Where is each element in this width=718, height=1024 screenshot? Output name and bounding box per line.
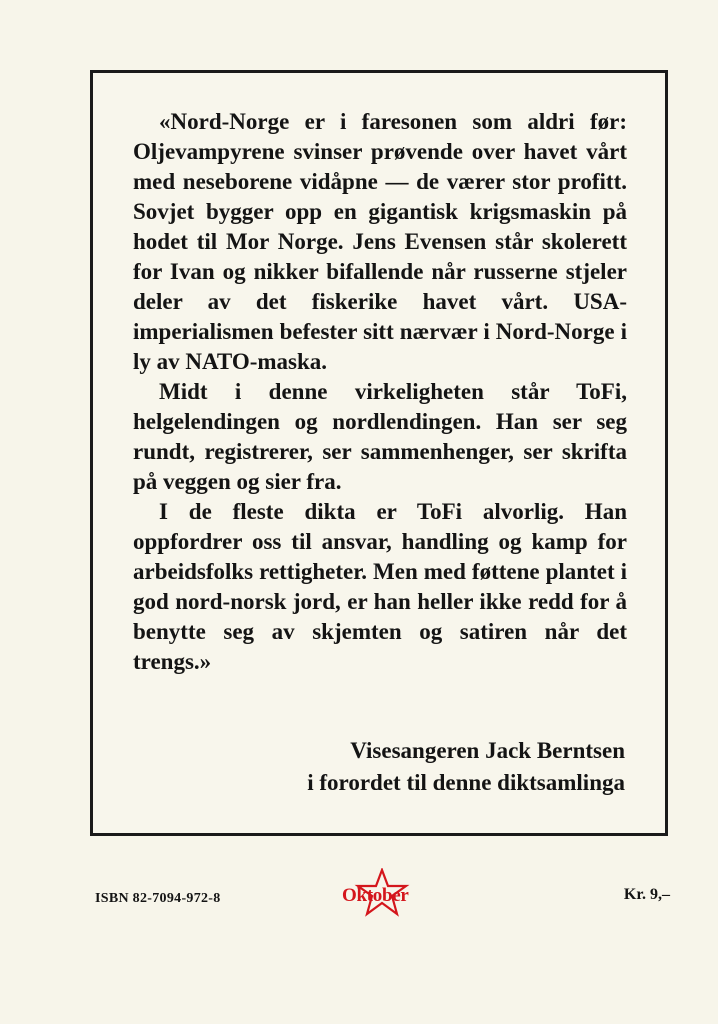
- signature-line-1: Visesangeren Jack Berntsen: [350, 738, 625, 763]
- quote-paragraph-3: I de fleste dikta er ToFi alvorlig. Han oppfordrer oss til ansvar, handling og kamp for arbeidsfolks rettigheter. Men med føttene plantet i god nord-norsk jord, er han heller ikke redd for å benytte seg av skjemten og satiren når det trengs.»: [133, 499, 627, 674]
- quote-paragraph-2: Midt i denne virkeligheten står ToFi, helgelendingen og nordlendingen. Han ser seg rundt, registrerer, ser sammenhenger, ser skrifta på veggen og sier fra.: [133, 379, 627, 494]
- isbn-label: ISBN 82-7094-972-8: [95, 891, 221, 906]
- signature-line-2: i forordet til denne diktsamlinga: [307, 770, 625, 795]
- price-label: Kr. 9,–: [623, 886, 670, 903]
- quote-paragraph-1: «Nord-Norge er i faresonen som aldri før: Oljevampyrene svinser prøvende over havet vårt med neseborene vidåpne — de værer stor profitt. Sovjet bygger opp en gigantisk krigsmaskin på hodet til Mor Norge. Jens Evensen står skolerett for Ivan og nikker bifallende når russerne stjeler deler av det fiskerike havet vårt. USA-imperialismen befester sitt nærvær i Nord-Norge i ly av NATO-maska.: [133, 109, 627, 374]
- quote-text: [133, 107, 627, 677]
- quote-frame: [90, 70, 668, 836]
- publisher-logo: [330, 868, 430, 918]
- publisher-name: Oktober: [342, 885, 409, 906]
- signature: [307, 735, 625, 799]
